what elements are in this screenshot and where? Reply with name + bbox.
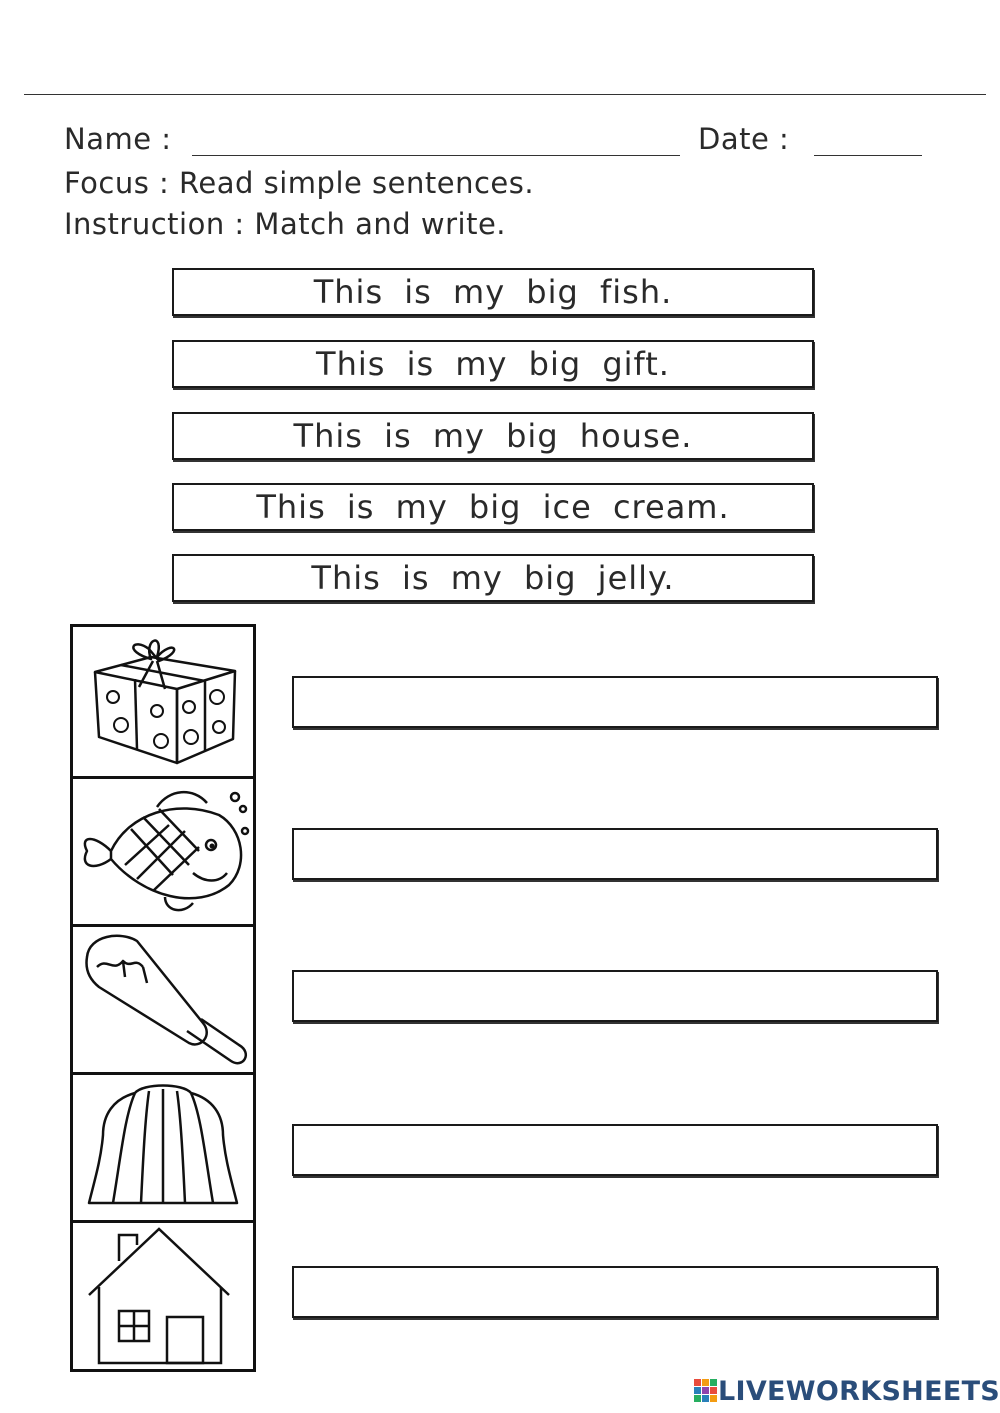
picture-cell	[73, 627, 253, 779]
picture-cell	[73, 779, 253, 927]
sentence-box[interactable]: This is my big jelly.	[172, 554, 814, 602]
date-label: Date :	[698, 122, 790, 156]
liveworksheets-logo	[694, 1374, 1000, 1408]
picture-column	[70, 624, 256, 1372]
picture-cell	[73, 1075, 253, 1223]
instruction-line: Instruction : Match and write.	[64, 207, 507, 241]
picture-cell	[73, 927, 253, 1075]
date-blank[interactable]	[814, 155, 922, 156]
top-rule	[24, 94, 986, 95]
answer-box[interactable]	[292, 676, 938, 728]
ice-cream-icon	[73, 927, 253, 1072]
answer-box[interactable]	[292, 828, 938, 880]
name-label: Name :	[64, 122, 172, 156]
focus-line: Focus : Read simple sentences.	[64, 166, 535, 200]
picture-cell	[73, 1223, 253, 1369]
house-icon	[73, 1223, 253, 1369]
sentence-box[interactable]: This is my big ice cream.	[172, 483, 814, 531]
answer-box[interactable]	[292, 1124, 938, 1176]
answer-box[interactable]	[292, 1266, 938, 1318]
sentence-box[interactable]: This is my big house.	[172, 412, 814, 460]
fish-icon	[73, 779, 253, 924]
answer-box[interactable]	[292, 970, 938, 1022]
logo-text: LIVEWORKSHEETS	[718, 1375, 1000, 1407]
logo-grid-icon	[694, 1379, 718, 1403]
gift-icon	[73, 627, 253, 776]
name-blank[interactable]	[192, 155, 680, 156]
jelly-icon	[73, 1075, 253, 1220]
sentence-box[interactable]: This is my big gift.	[172, 340, 814, 388]
sentence-box[interactable]: This is my big fish.	[172, 268, 814, 316]
